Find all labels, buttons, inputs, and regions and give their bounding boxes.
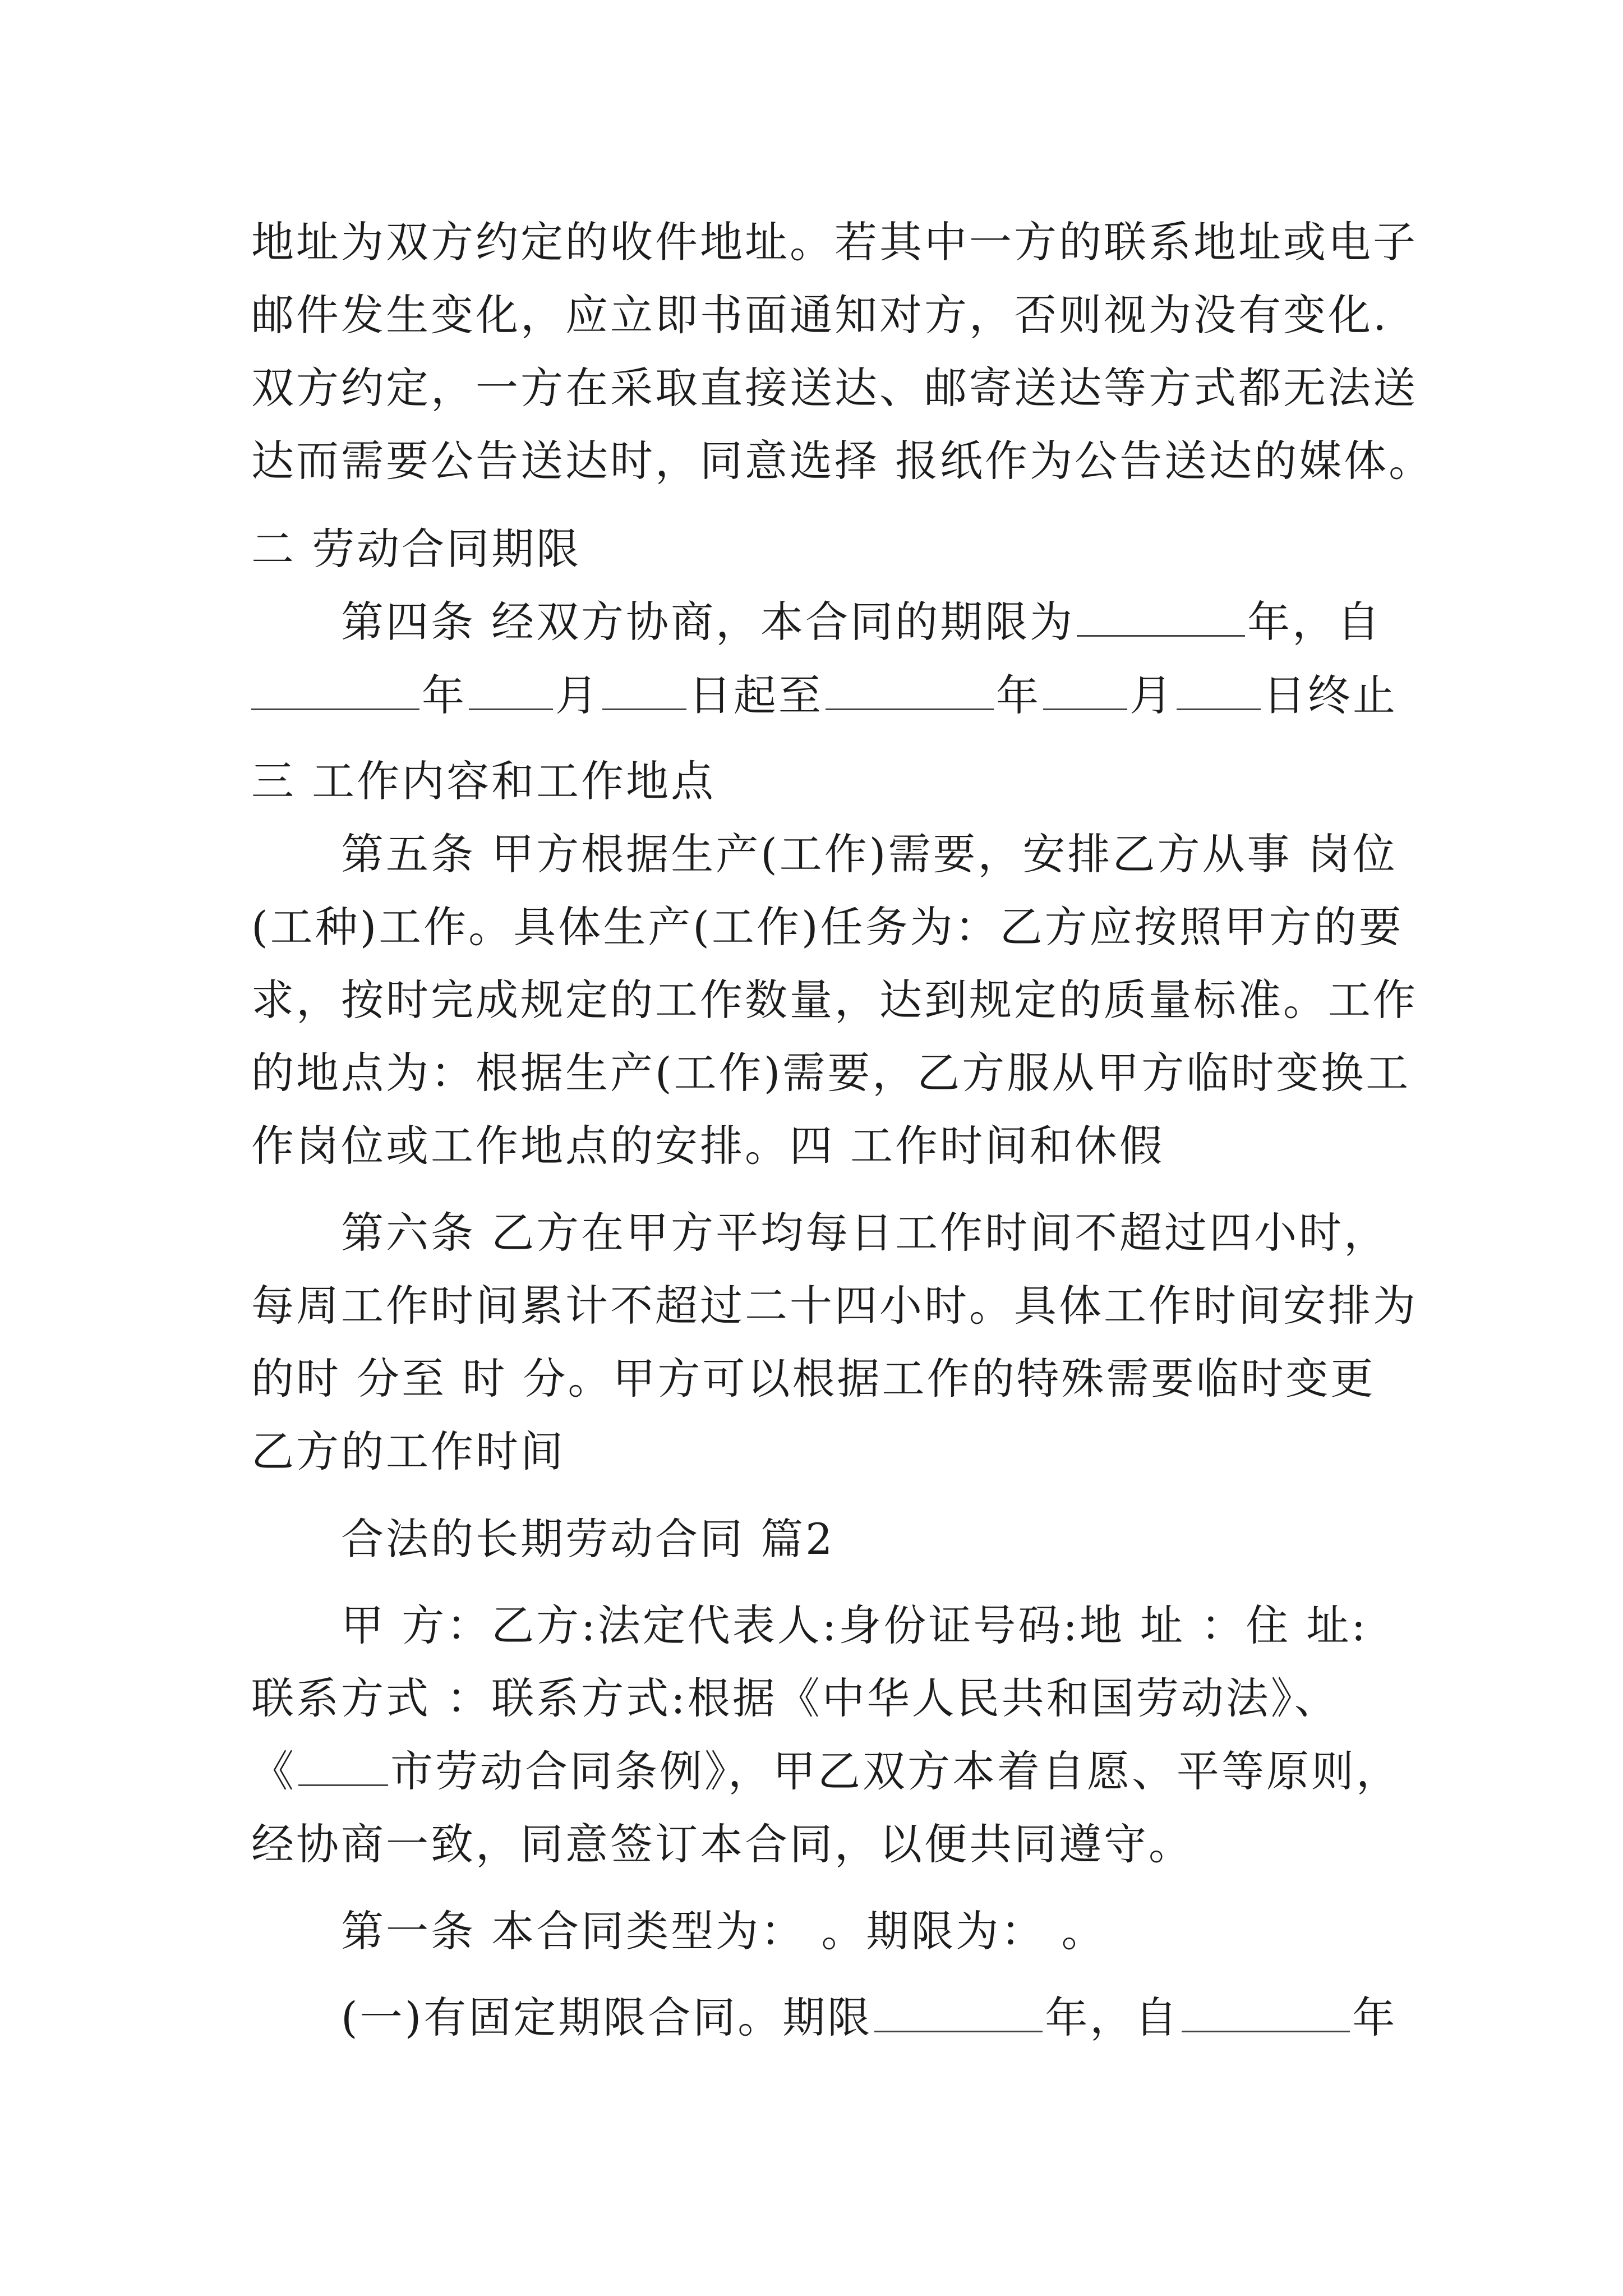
- fill-blank: [1177, 669, 1261, 710]
- section-heading: 二 劳动合同期限: [251, 524, 582, 574]
- article-4-text: 年，自: [1247, 597, 1382, 647]
- day-label: 日起至: [689, 670, 823, 720]
- month-label: 月: [555, 670, 600, 720]
- text-line: 第一条 本合同类型为： 。期限为： 。: [341, 1906, 1106, 1956]
- text-line: 联系方式 ：联系方式:根据《中华人民共和国劳动法》、: [251, 1673, 1339, 1723]
- text-line: 达而需要公告送达时，同意选择 报纸作为公告送达的媒体。: [251, 436, 1434, 486]
- fill-blank: [251, 669, 419, 710]
- text-line: 经协商一致，同意签订本合同，以便共同遵守。: [251, 1819, 1193, 1869]
- fill-blank: [602, 669, 686, 710]
- text: 市劳动合同条例》，甲乙双方本着自愿、平等原则，: [390, 1746, 1401, 1796]
- day-label: 日终止: [1263, 670, 1398, 720]
- text: 年: [1352, 1993, 1398, 2042]
- month-label: 月: [1129, 670, 1174, 720]
- fill-blank: [298, 1745, 388, 1786]
- fill-blank: [469, 669, 553, 710]
- fill-blank: [826, 669, 994, 710]
- text-line: 第六条 乙方在甲方平均每日工作时间不超过四小时，: [341, 1208, 1389, 1258]
- article-4-line-1: [341, 588, 1382, 656]
- text-line: 作岗位或工作地点的安排。四 工作时间和休假: [251, 1121, 1165, 1171]
- text-line: 邮件发生变化，应立即书面通知对方，否则视为没有变化.: [251, 290, 1389, 340]
- text-line: 的时 分至 时 分。甲方可以根据工作的特殊需要临时变更: [251, 1354, 1376, 1404]
- text-line: 每周工作时间累计不超过二十四小时。具体工作时间安排为: [251, 1281, 1418, 1331]
- fill-blank: [874, 1991, 1043, 2032]
- text-line: (工种)工作。具体生产(工作)任务为：乙方应按照甲方的要: [251, 902, 1404, 952]
- text-line: [251, 1738, 1401, 1805]
- section-heading: 三 工作内容和工作地点: [251, 756, 716, 806]
- article-4-line-2: [251, 662, 1398, 729]
- section-title: 合法的长期劳动合同 篇2: [341, 1514, 835, 1564]
- year-label: 年: [422, 670, 467, 720]
- fill-blank: [1077, 596, 1245, 637]
- text-line: 乙方的工作时间: [251, 1427, 565, 1476]
- text-line: 第五条 甲方根据生产(工作)需要，安排乙方从事 岗位: [341, 829, 1398, 879]
- text-line: 甲 方：乙方:法定代表人:身份证号码:地 址 ：住 址:: [341, 1600, 1368, 1650]
- text-line: 双方约定，一方在采取直接送达、邮寄送达等方式都无法送: [251, 363, 1418, 413]
- fill-blank: [1182, 1991, 1350, 2032]
- text: (一)有固定期限合同。期限: [341, 1993, 873, 2042]
- fill-blank: [1043, 669, 1127, 710]
- text-line: 求，按时完成规定的工作数量，达到规定的质量标准。工作: [251, 975, 1418, 1025]
- year-label: 年: [996, 670, 1041, 720]
- text-line: 地址为双方约定的收件地址。若其中一方的联系地址或电子: [251, 217, 1418, 267]
- text-line: 的地点为：根据生产(工作)需要，乙方服从甲方临时变换工: [251, 1048, 1411, 1098]
- text: 年，自: [1045, 1993, 1180, 2042]
- fixed-term-line: [341, 1984, 1397, 2051]
- article-4-text: 第四条 经双方协商，本合同的期限为: [341, 597, 1075, 647]
- bracket: 《: [251, 1746, 296, 1796]
